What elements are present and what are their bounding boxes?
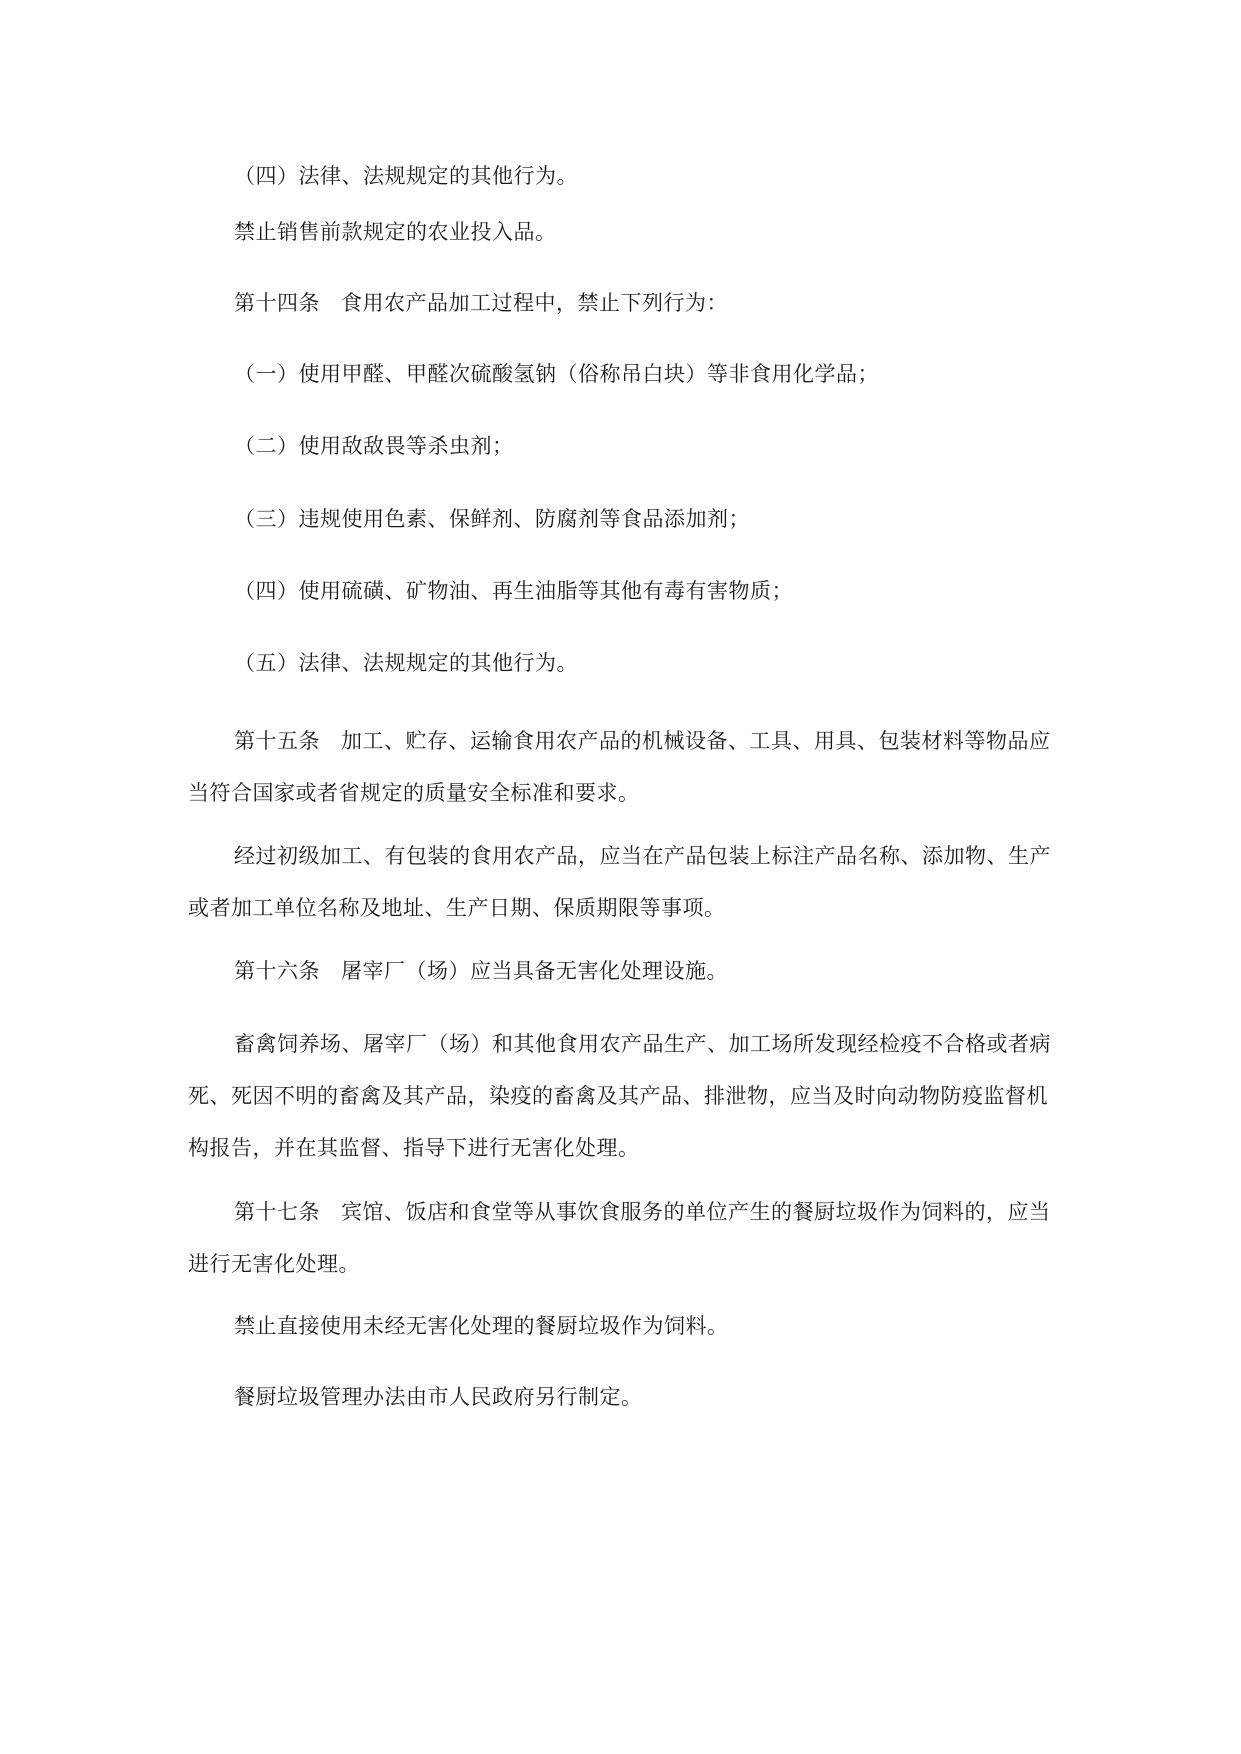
article-14 [188, 277, 1058, 329]
paragraph-disposal [188, 1018, 1058, 1174]
article-number: 第十七条 [234, 1200, 320, 1224]
article-number: 第十六条 [234, 959, 320, 983]
paragraph-text: 畜禽饲养场、屠宰厂（场）和其他食用农产品生产、加工场所发现经检疫不合格或者病死、死因不明的畜禽及其产品，染疫的畜禽及其产品、排泄物，应当及时向动物防疫监督机构报告，并在其监督、指导下进行无害化处理。 [188, 1032, 1051, 1160]
article-15 [188, 715, 1058, 819]
paragraph-kitchen-waste-rules [188, 1371, 1058, 1423]
paragraph-item-5 [188, 637, 1058, 689]
paragraph-text: 餐厨垃圾管理办法由市人民政府另行制定。 [234, 1385, 643, 1409]
paragraph-text: （二）使用敌敌畏等杀虫剂； [234, 434, 514, 458]
paragraph-text: 屠宰厂（场）应当具备无害化处理设施。 [341, 959, 728, 983]
paragraph-text: 食用农产品加工过程中，禁止下列行为： [341, 291, 728, 315]
paragraph-text: （一）使用甲醛、甲醛次硫酸氢钠（俗称吊白块）等非食用化学品； [234, 362, 879, 386]
article-17 [188, 1186, 1058, 1290]
paragraph-text: 经过初级加工、有包装的食用农产品，应当在产品包装上标注产品名称、添加物、生产或者加工单位名称及地址、生产日期、保质期限等事项。 [188, 844, 1051, 920]
paragraph-text: 加工、贮存、运输食用农产品的机械设备、工具、用具、包装材料等物品应当符合国家或者省规定的质量安全标准和要求。 [188, 729, 1051, 805]
paragraph-item-1 [188, 348, 1058, 400]
article-16 [188, 945, 1058, 997]
paragraph-2 [188, 206, 1058, 258]
paragraph-item-3 [188, 493, 1058, 545]
paragraph-item-4 [188, 565, 1058, 617]
article-number: 第十四条 [234, 291, 320, 315]
paragraph-text: 禁止销售前款规定的农业投入品。 [234, 220, 557, 244]
paragraph-text: （五）法律、法规规定的其他行为。 [234, 651, 578, 675]
paragraph-kitchen-waste-ban [188, 1300, 1058, 1352]
paragraph-text: 禁止直接使用未经无害化处理的餐厨垃圾作为饲料。 [234, 1314, 729, 1338]
paragraph-labeling [188, 830, 1058, 934]
paragraph-text: （三）违规使用色素、保鲜剂、防腐剂等食品添加剂； [234, 507, 750, 531]
paragraph-item-2 [188, 420, 1058, 472]
article-number: 第十五条 [234, 729, 320, 753]
paragraph-1 [188, 150, 1058, 202]
paragraph-text: （四）法律、法规规定的其他行为。 [234, 164, 578, 188]
paragraph-text: （四）使用硫磺、矿物油、再生油脂等其他有毒有害物质； [234, 579, 793, 603]
paragraph-text: 宾馆、饭店和食堂等从事饮食服务的单位产生的餐厨垃圾作为饲料的，应当进行无害化处理。 [188, 1200, 1051, 1276]
